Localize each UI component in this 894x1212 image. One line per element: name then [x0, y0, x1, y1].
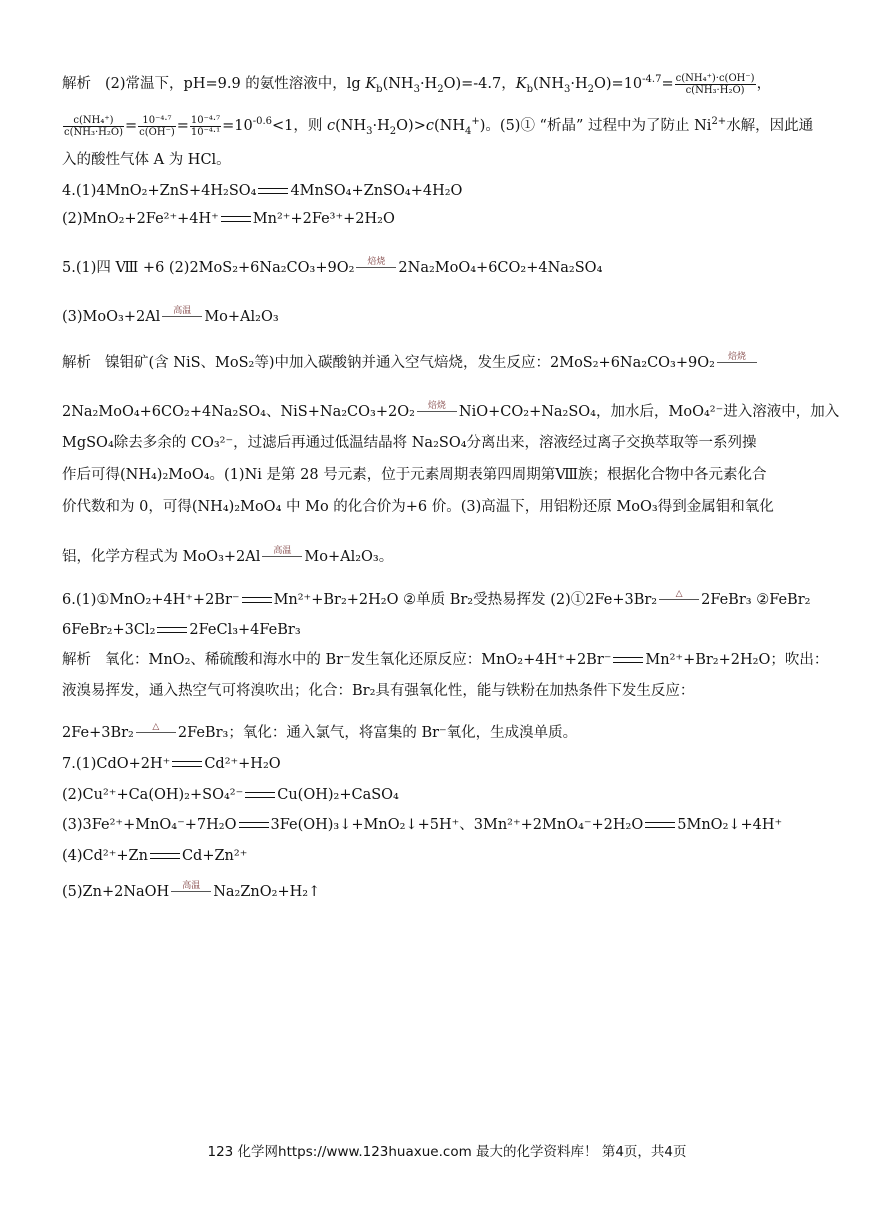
analysis-5-line-2: 2Na₂MoO₄+6CO₂+4Na₂SO₄、NiS+Na₂CO₃+2O₂ 焙烧 NiO+CO₂+Na₂SO₄，加水后，MoO₄²⁻进入溶液中，加入 — [62, 401, 840, 420]
answer-7-4: (4)Cd²⁺+Zn Cd+Zn²⁺ — [62, 848, 248, 864]
analysis-line-2: $\frac{\text{c(NH₄⁺)}}{\text{c(NH₃·H₂O)}}$ = $\frac{\text{10⁻⁴·⁷}}{c(OH^-)}$ = $\frac{\text{10⁻⁴·⁷}}{\text{10⁻⁴·¹}}$ $=10^{-0.6}<1$，则 $c(NH_3\cdot H_2O)>c(NH_4^+)$。(5)① “析晶” 过程中为了防止 $Ni^{2+}$水解，因此通 — [64, 114, 814, 138]
analysis-6-line-1: 解析 氧化：MnO₂、稀硫酸和海水中的 Br⁻发生氧化还原反应：MnO₂+4H⁺+2Br⁻ Mn²⁺+Br₂+2H₂O；吹出： — [62, 652, 829, 668]
analysis-5-line-5: 价代数和为 0，可得(NH₄)₂MoO₄ 中 Mo 的化合价为+6 价。(3)高温下，用铝粉还原 MoO₃得到金属钼和氧化 — [62, 499, 774, 515]
answer-5-3: (3)MoO₃+2Al 高温 Mo+Al₂O₃ — [62, 306, 279, 325]
answer-6-2: 6FeBr₂+3Cl₂ 2FeCl₃+4FeBr₃ — [62, 622, 301, 638]
answer-7-5: (5)Zn+2NaOH 高温 Na₂ZnO₂+H₂↑ — [62, 881, 321, 900]
answer-6-1: 6.(1)①MnO₂+4H⁺+2Br⁻ Mn²⁺+Br₂+2H₂O ②单质 Br₂受热易挥发 (2)①2Fe+3Br₂ △ 2FeBr₃ ②FeBr₂ — [62, 589, 811, 608]
analysis-6-line-2: 液溴易挥发，通入热空气可将溴吹出；化合：Br₂具有强氧化性，能与铁粉在加热条件下发生反应： — [62, 683, 695, 699]
fraction-ratio: $\frac{\text{c(NH₄⁺)}}{\text{c(NH₃·H₂O)}}$ — [64, 114, 123, 138]
analysis-5-line-1: 解析 镍钼矿(含 NiS、MoS₂等)中加入碳酸钠并通入空气焙烧，发生反应：2MoS₂+6Na₂CO₃+9O₂ 焙烧 — [62, 353, 854, 373]
answer-7-2: (2)Cu²⁺+Ca(OH)₂+SO₄²⁻ Cu(OH)₂+CaSO₄ — [62, 787, 399, 803]
fraction-kb: $\frac{\text{c(NH₄⁺)·c(OH⁻)}}{\text{c(NH₃·H₂O)}}$ — [675, 72, 755, 96]
analysis-5-line-3: MgSO₄除去多余的 CO₃²⁻，过滤后再通过低温结晶将 Na₂SO₄分离出来，溶液经过离子交换萃取等一系列操 — [62, 435, 757, 451]
answer-7-3: (3)3Fe²⁺+MnO₄⁻+7H₂O 3Fe(OH)₃↓+MnO₂↓+5H⁺、3Mn²⁺+2MnO₄⁻+2H₂O 5MnO₂↓+4H⁺ — [62, 817, 783, 833]
analysis-line-3: 入的酸性气体 A 为 HCl。 — [62, 152, 231, 168]
answer-7-1: 7.(1)CdO+2H⁺ Cd²⁺+H₂O — [62, 756, 281, 772]
analysis-line-1: 解析 (2)常温下，pH=9.9 的氨性溶液中，$\lg K_b(NH_3\cdot H_2O)=-4.7$，$K_b(NH_3\cdot H_2O)=10^{-4.7}=$ $\frac{\text{c(NH₄⁺)·c(OH⁻)}}{\text{c(NH₃·H₂O)}}$ ， — [62, 72, 772, 96]
analysis-5-line-6: 铝，化学方程式为 MoO₃+2Al 高温 Mo+Al₂O₃。 — [62, 546, 394, 565]
analysis-6-line-3: 2Fe+3Br₂ △ 2FeBr₃；氧化：通入氯气，将富集的 Br⁻氧化，生成溴单质。 — [62, 722, 578, 741]
analysis-5-line-4: 作后可得(NH₄)₂MoO₄。(1)Ni 是第 28 号元素，位于元素周期表第四周期第Ⅷ族；根据化合物中各元素化合 — [62, 467, 767, 483]
analysis-label: 解析 — [62, 76, 91, 92]
answer-4-1: 4.(1)4MnO₂+ZnS+4H₂SO₄ 4MnSO₄+ZnSO₄+4H₂O — [62, 183, 463, 199]
fraction-step3: $\frac{\text{10⁻⁴·⁷}}{\text{10⁻⁴·¹}}$ — [190, 114, 221, 138]
answer-4-2: (2)MnO₂+2Fe²⁺+4H⁺ Mn²⁺+2Fe³⁺+2H₂O — [62, 211, 395, 227]
page-footer: 123 化学网https://www.123huaxue.com 最大的化学资料库！ 第4页，共4页 — [207, 1144, 687, 1160]
fraction-step2: $\frac{\text{10⁻⁴·⁷}}{c(OH^-)}$ — [139, 114, 175, 138]
answer-5-1: 5.(1)四 Ⅷ +6 (2)2MoS₂+6Na₂CO₃+9O₂ 焙烧 2Na₂MoO₄+6CO₂+4Na₂SO₄ — [62, 257, 603, 276]
